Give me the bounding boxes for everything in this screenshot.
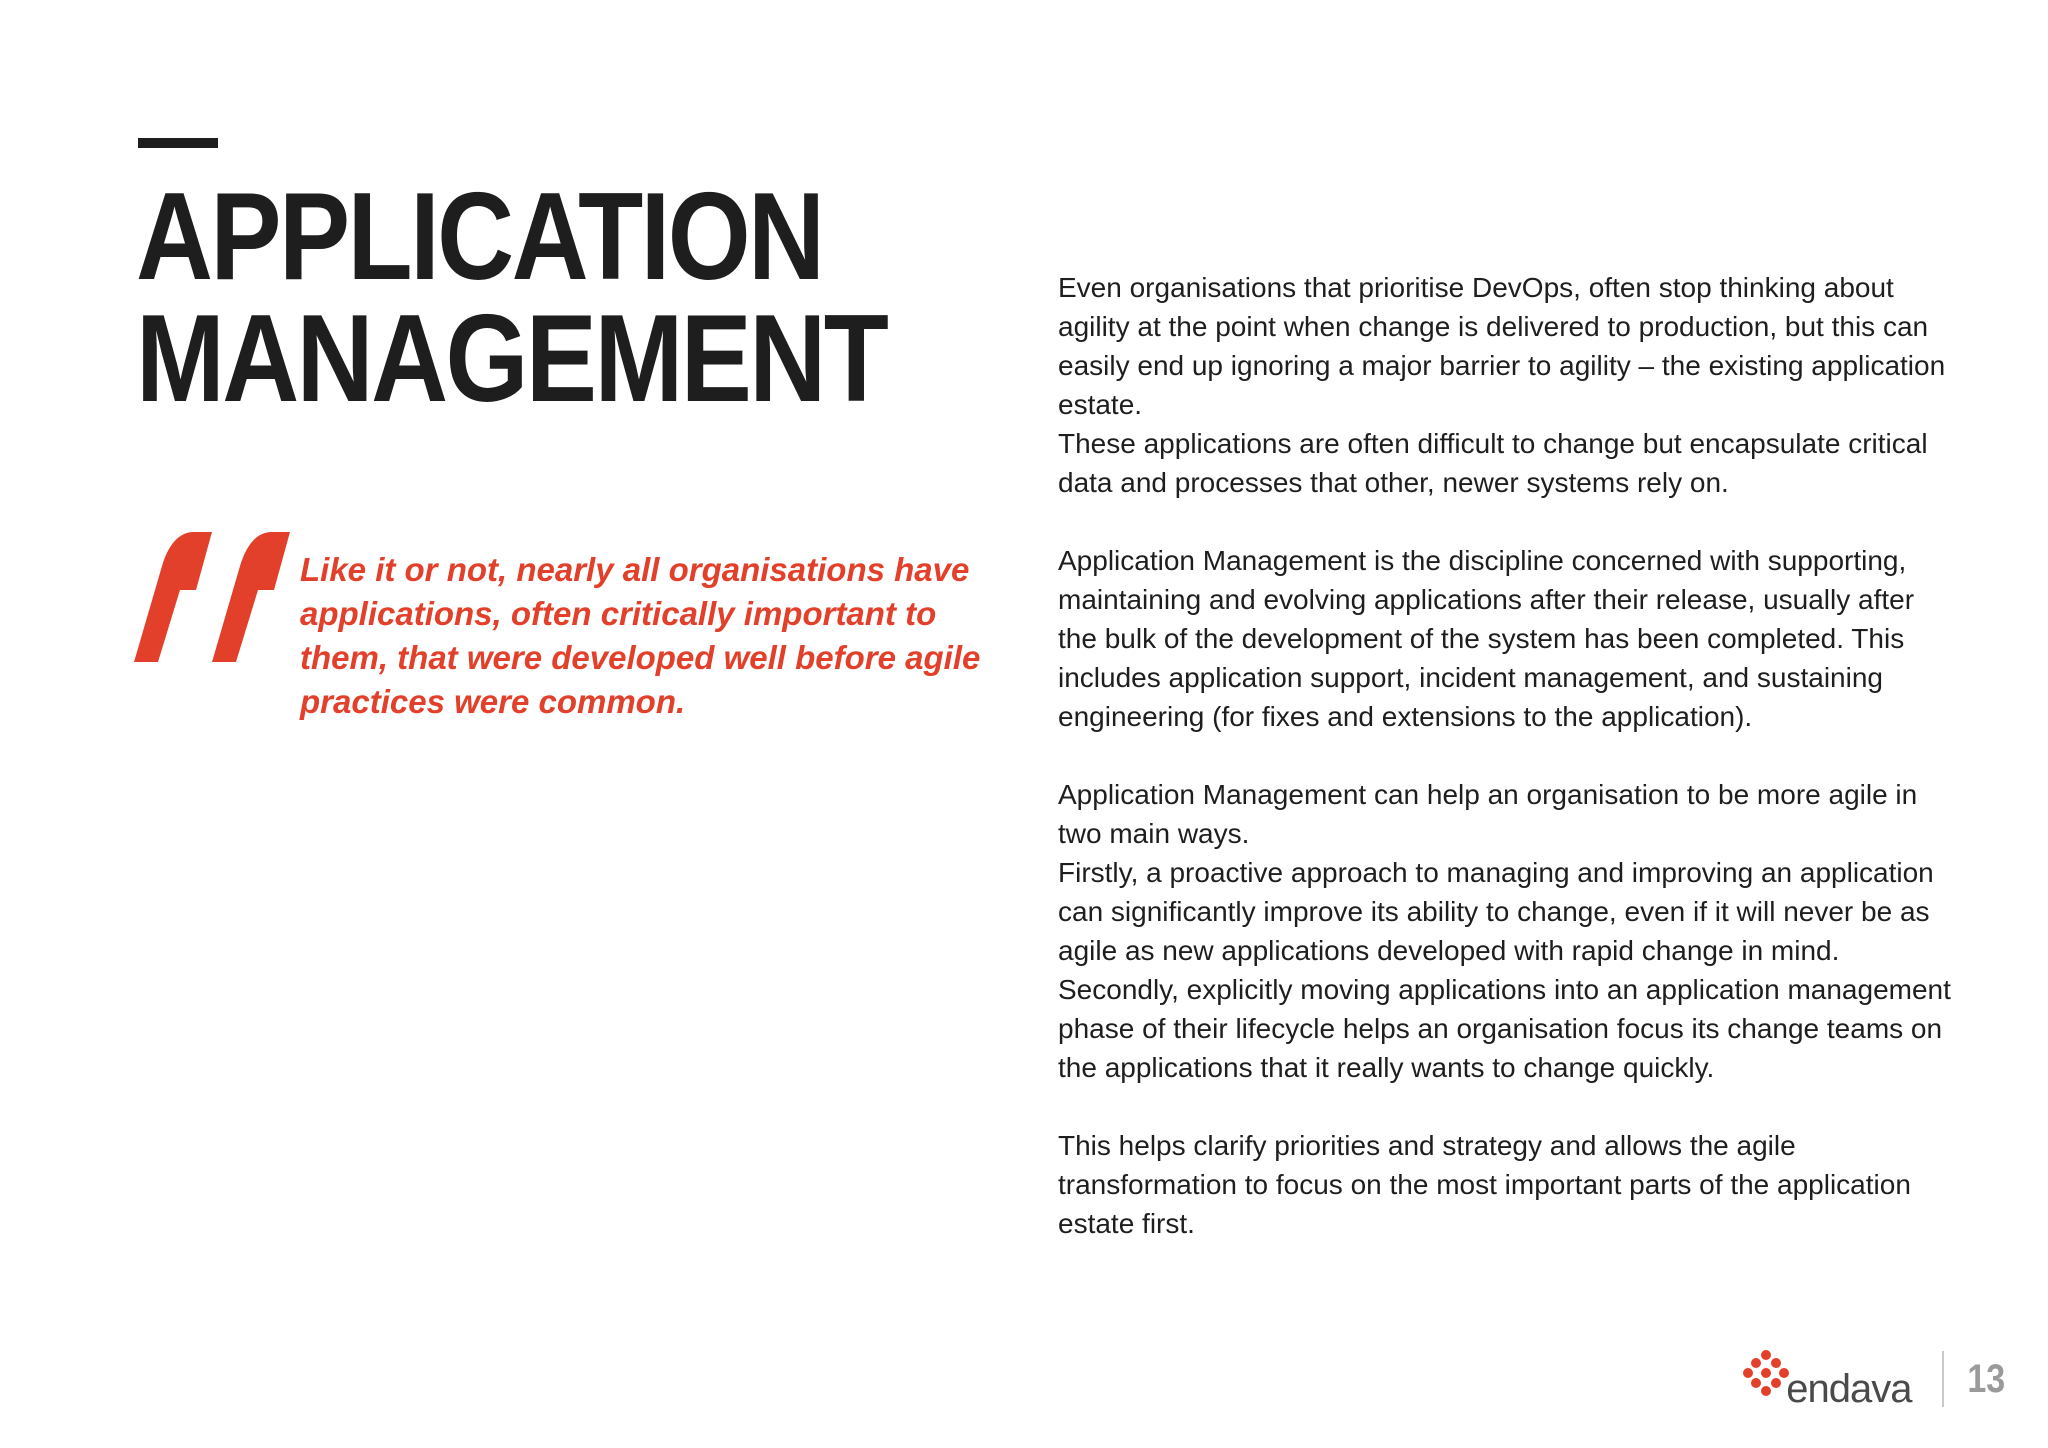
body-paragraph-2: Application Management is the discipline concerned with supporting, maintaining and evolving applications after their release, usually after the bulk of the development of the system has been completed. This includes application support, incident management, and sustaining engineering (for fixes and extensions to the application). xyxy=(1058,545,1915,732)
endava-logo-text: endava xyxy=(1786,1367,1912,1411)
title-accent-rule xyxy=(138,138,218,148)
pull-quote: Like it or not, nearly all organisations have applications, often critically important to them, that were developed well before agile practices were common. xyxy=(300,551,981,720)
page-number: 13 xyxy=(1966,1356,2005,1401)
page-title-line-2: MANAGEMENT xyxy=(136,290,887,428)
body-paragraph-1: Even organisations that prioritise DevOps, often stop thinking about agility at the point when change is delivered to production, but this can easily end up ignoring a major barrier to agility – the existing application estate. These applications are often difficult to change but encapsulate critical data and processes that other, newer systems rely on. xyxy=(1058,272,1946,498)
page-title-line-1: APPLICATION xyxy=(136,168,823,306)
page-footer xyxy=(1742,1344,2008,1414)
endava-logo-icon xyxy=(1742,1349,1790,1397)
quote-mark-icon xyxy=(134,532,294,672)
endava-logo xyxy=(1742,1349,1911,1409)
page-title xyxy=(136,168,887,428)
footer-divider xyxy=(1942,1351,1944,1407)
body-paragraph-3: Application Management can help an organisation to be more agile in two main ways. Firstly, a proactive approach to managing and improving an application can significantly improve its ability to change, even if it will never be as agile as new applications developed with rapid change in mind. Secondly, explicitly moving applications into an application management phase of their lifecycle helps an organisation focus its change teams on the applications that it really wants to change quickly. xyxy=(1058,779,1951,1083)
body-text xyxy=(1058,268,1958,1243)
body-paragraph-4: This helps clarify priorities and strategy and allows the agile transformation to focus on the most important parts of the application estate first. xyxy=(1058,1130,1911,1239)
